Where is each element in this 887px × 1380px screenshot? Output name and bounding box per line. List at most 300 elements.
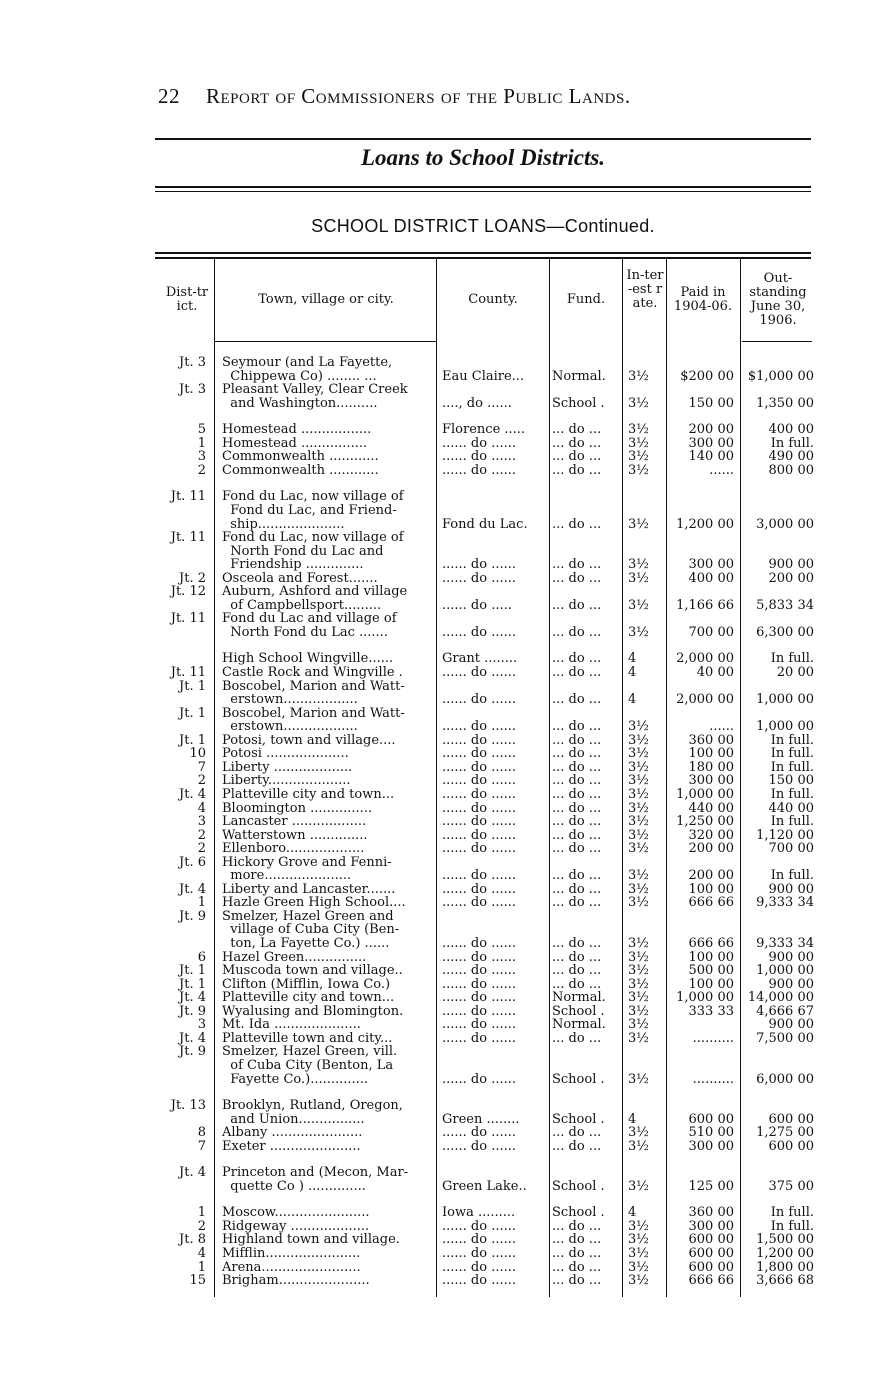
outstanding-cell: 6,000 00 (756, 1071, 814, 1087)
district-cell: Jt. 8 (179, 1232, 206, 1248)
paid-cell: 100 00 (688, 881, 734, 897)
county-cell: ...... do ...... (442, 1246, 517, 1261)
rate-cell: 3½ (628, 1246, 649, 1261)
rate-cell: 3½ (628, 422, 649, 438)
district-cell: Jt. 1 (179, 732, 206, 748)
fund-cell: ... do ... (552, 422, 602, 438)
county-cell: ...., do ...... (442, 395, 512, 411)
district-cell: Jt. 4 (179, 1165, 206, 1181)
paid-cell: ...... (709, 719, 734, 735)
rate-cell: 3½ (628, 936, 649, 951)
outstanding-cell: 7,500 00 (756, 1030, 814, 1046)
rate-cell: 3½ (628, 462, 649, 478)
fund-cell: ... do ... (552, 759, 602, 775)
district-cell: Jt. 11 (170, 489, 206, 505)
town-cell: Commonwealth ............ (222, 449, 379, 465)
outstanding-cell: 1,000 00 (756, 963, 814, 979)
county-cell: Green ........ (442, 1111, 520, 1127)
district-cell: 4 (197, 800, 206, 816)
rate-cell: 3½ (628, 1218, 649, 1234)
rate-cell: 3½ (628, 719, 649, 735)
town-cell: Hazle Green High School.... (222, 895, 406, 911)
district-cell: Jt. 3 (179, 355, 206, 370)
district-cell: Jt. 1 (179, 963, 206, 979)
town-cell: High School Wingville...... (222, 651, 394, 667)
section-title: Loans to School Districts. (360, 145, 606, 170)
town-cell: Liberty ................... (222, 759, 353, 775)
rate-cell: 3½ (628, 976, 649, 992)
town-cell: Ellenboro................... (222, 841, 365, 857)
county-cell: ...... do ...... (442, 1273, 517, 1289)
col-header-district-text: Dist-trict. (165, 285, 209, 314)
town-cell: village of Cuba City (Ben- (222, 922, 400, 938)
outstanding-cell: 700 00 (768, 841, 814, 857)
outstanding-cell: 440 00 (768, 800, 814, 816)
col-divider (214, 259, 215, 1297)
county-cell: ...... do ...... (442, 1125, 517, 1141)
paid-cell: 1,200 00 (676, 516, 734, 532)
rate-cell: 3½ (628, 368, 649, 384)
fund-cell: ... do ... (552, 449, 602, 465)
paid-cell: 500 00 (688, 963, 734, 979)
outstanding-cell: 490 00 (768, 449, 814, 465)
outstanding-cell: 600 00 (768, 1111, 814, 1127)
district-cell: 7 (197, 759, 206, 775)
rate-cell: 3½ (628, 395, 649, 411)
rate-cell: 3½ (628, 449, 649, 465)
district-cell: Jt. 9 (179, 1044, 206, 1060)
rate-cell: 4 (628, 651, 637, 667)
town-cell: Seymour (and La Fayette, (222, 355, 393, 370)
fund-cell: ... do ... (552, 1218, 602, 1234)
paid-cell: 180 00 (688, 759, 734, 775)
table-title: SCHOOL DISTRICT LOANS—Continued. (311, 216, 655, 236)
paid-cell: 440 00 (688, 800, 734, 816)
county-cell: ...... do ...... (442, 570, 517, 586)
rate-cell: 4 (628, 665, 637, 680)
fund-cell: ... do ... (552, 773, 602, 789)
paid-cell: 600 00 (688, 1232, 734, 1248)
outstanding-cell: 9,333 34 (756, 936, 814, 951)
rate-cell: 3½ (628, 949, 649, 965)
district-cell: 1 (197, 1205, 206, 1221)
county-cell: Green Lake.. (442, 1178, 527, 1194)
county-cell: ...... do ...... (442, 759, 517, 775)
paid-cell: 360 00 (688, 732, 734, 748)
paid-cell: $200 00 (680, 368, 734, 384)
paid-cell: 140 00 (688, 449, 734, 465)
town-cell: Platteville city and town... (222, 990, 395, 1006)
paid-cell: ...... (709, 462, 734, 478)
fund-cell: ... do ... (552, 963, 602, 979)
rate-cell: 3½ (628, 1125, 649, 1141)
fund-cell: ... do ... (552, 1246, 602, 1261)
paid-cell: 700 00 (688, 624, 734, 640)
fund-cell: ... do ... (552, 895, 602, 911)
rate-cell: 3½ (628, 841, 649, 857)
outstanding-cell: 900 00 (768, 976, 814, 992)
town-cell: Castle Rock and Wingville . (222, 665, 403, 680)
paid-cell: 666 66 (688, 895, 734, 911)
town-cell: Hickory Grove and Fenni- (222, 854, 392, 870)
header-underline (214, 341, 436, 342)
district-cell: 10 (189, 746, 206, 762)
fund-cell: ... do ... (552, 868, 602, 884)
county-cell: ...... do ...... (442, 936, 517, 951)
fund-cell: ... do ... (552, 435, 602, 451)
town-cell: Osceola and Forest....... (222, 570, 378, 586)
paid-cell: 666 66 (688, 1273, 734, 1289)
district-cell: Jt. 9 (179, 1003, 206, 1019)
col-header-town: Town, village or city. (258, 292, 394, 307)
outstanding-cell: 150 00 (768, 773, 814, 789)
rate-cell: 3½ (628, 746, 649, 762)
paid-cell: 333 33 (688, 1003, 734, 1019)
fund-cell: ... do ... (552, 949, 602, 965)
rate-cell: 3½ (628, 1232, 649, 1248)
rate-cell: 4 (628, 1205, 637, 1221)
rate-cell: 3½ (628, 1138, 649, 1154)
county-cell: ...... do ...... (442, 1071, 517, 1087)
county-cell: ...... do ...... (442, 665, 517, 680)
county-cell: ...... do ...... (442, 435, 517, 451)
outstanding-cell: 900 00 (768, 1017, 814, 1033)
county-cell: ...... do ..... (442, 597, 512, 613)
town-cell: Lancaster .................. (222, 814, 367, 830)
outstanding-cell: 1,350 00 (756, 395, 814, 411)
district-cell: Jt. 1 (179, 678, 206, 694)
outstanding-cell: In full. (770, 732, 814, 748)
fund-cell: School . (552, 1205, 605, 1221)
town-cell: of Campbellsport......... (222, 597, 382, 613)
paid-cell: 1,250 00 (676, 814, 734, 830)
rate-cell: 3½ (628, 1030, 649, 1046)
town-cell: Mifflin....................... (222, 1246, 361, 1261)
fund-cell: ... do ... (552, 624, 602, 640)
rate-cell: 3½ (628, 597, 649, 613)
fund-cell: ... do ... (552, 1259, 602, 1275)
rate-cell: 3½ (628, 800, 649, 816)
district-cell: 3 (197, 814, 206, 830)
rate-cell: 3½ (628, 1017, 649, 1033)
paid-cell: 200 00 (688, 841, 734, 857)
rate-cell: 3½ (628, 773, 649, 789)
county-cell: ...... do ...... (442, 719, 517, 735)
county-cell: ...... do ...... (442, 990, 517, 1006)
district-cell: 8 (197, 1125, 206, 1141)
paid-cell: 600 00 (688, 1259, 734, 1275)
fund-cell: ... do ... (552, 814, 602, 830)
paid-cell: 100 00 (688, 949, 734, 965)
outstanding-cell: In full. (770, 651, 814, 667)
fund-cell: School . (552, 1003, 605, 1019)
district-cell: 1 (197, 435, 206, 451)
county-cell: ...... do ...... (442, 449, 517, 465)
county-cell: Fond du Lac. (442, 516, 528, 532)
district-cell: Jt. 4 (179, 1030, 206, 1046)
county-cell: ...... do ...... (442, 1003, 517, 1019)
town-cell: Fond du Lac, now village of (222, 489, 404, 505)
district-cell: Jt. 11 (170, 611, 206, 627)
district-cell: 3 (197, 449, 206, 465)
district-cell: 2 (197, 462, 206, 478)
county-cell: ...... do ...... (442, 868, 517, 884)
outstanding-cell: 1,000 00 (756, 719, 814, 735)
outstanding-cell: In full. (770, 814, 814, 830)
rate-cell: 3½ (628, 963, 649, 979)
fund-cell: ... do ... (552, 651, 602, 667)
col-header-rate: In-ter-est rate. (626, 268, 664, 311)
town-cell: Homestead ................. (222, 422, 372, 438)
county-cell: ...... do ...... (442, 746, 517, 762)
outstanding-cell: 1,275 00 (756, 1125, 814, 1141)
running-title: Report of Commissioners of the Public Lands. (206, 84, 631, 108)
paid-cell: 150 00 (688, 395, 734, 411)
outstanding-cell: In full. (770, 786, 814, 802)
paid-cell: 100 00 (688, 746, 734, 762)
town-cell: quette Co ) .............. (222, 1178, 366, 1194)
rate-cell: 3½ (628, 732, 649, 748)
town-cell: Potosi, town and village.... (222, 732, 396, 748)
col-header-district (160, 286, 212, 314)
county-cell: ...... do ...... (442, 827, 517, 843)
county-cell: ...... do ...... (442, 1017, 517, 1033)
col-header-fund: Fund. (566, 292, 606, 307)
district-cell: Jt. 6 (179, 854, 206, 870)
paid-cell: 360 00 (688, 1205, 734, 1221)
fund-cell: School . (552, 395, 605, 411)
outstanding-cell: In full. (770, 1218, 814, 1234)
county-cell: Iowa ......... (442, 1205, 516, 1221)
fund-cell: School . (552, 1071, 605, 1087)
town-cell: erstown.................. (222, 692, 358, 708)
fund-cell: ... do ... (552, 732, 602, 748)
outstanding-cell: $1,000 00 (747, 368, 814, 384)
fund-cell: ... do ... (552, 881, 602, 897)
county-cell: ...... do ...... (442, 732, 517, 748)
fund-cell: ... do ... (552, 1030, 602, 1046)
fund-cell: School . (552, 1178, 605, 1194)
town-cell: Boscobel, Marion and Watt- (222, 678, 405, 694)
rate-cell: 3½ (628, 895, 649, 911)
fund-cell: ... do ... (552, 516, 602, 532)
outstanding-cell: 600 00 (768, 1138, 814, 1154)
outstanding-cell: 14,000 00 (747, 990, 814, 1006)
town-cell: Liberty.................... (222, 773, 351, 789)
town-cell: ship..................... (222, 516, 345, 532)
town-cell: Chippewa Co) ........ ... (222, 368, 377, 384)
county-cell: ...... do ...... (442, 462, 517, 478)
town-cell: Auburn, Ashford and village (222, 584, 408, 600)
paid-cell: 510 00 (688, 1125, 734, 1141)
fund-cell: ... do ... (552, 936, 602, 951)
town-cell: Platteville city and town... (222, 786, 395, 802)
county-cell: ...... do ...... (442, 814, 517, 830)
district-cell: Jt. 11 (170, 530, 206, 546)
paid-cell: 300 00 (688, 435, 734, 451)
county-cell: ...... do ...... (442, 1030, 517, 1046)
paid-cell: 300 00 (688, 557, 734, 573)
town-cell: Wyalusing and Blomington. (222, 1003, 404, 1019)
town-cell: Brigham...................... (222, 1273, 370, 1289)
town-cell: Smelzer, Hazel Green and (222, 908, 394, 924)
town-cell: Liberty and Lancaster....... (222, 881, 396, 897)
town-cell: Smelzer, Hazel Green, vill. (222, 1044, 398, 1060)
district-cell: 2 (197, 773, 206, 789)
fund-cell: ... do ... (552, 827, 602, 843)
county-cell: ...... do ...... (442, 895, 517, 911)
county-cell: ...... do ...... (442, 881, 517, 897)
outstanding-cell: 900 00 (768, 949, 814, 965)
town-cell: Ridgeway ................... (222, 1218, 370, 1234)
town-cell: ton, La Fayette Co.) ...... (222, 936, 390, 951)
fund-cell: ... do ... (552, 570, 602, 586)
county-cell: ...... do ...... (442, 1218, 517, 1234)
outstanding-cell: In full. (770, 746, 814, 762)
district-cell: Jt. 2 (179, 570, 206, 586)
town-cell: Boscobel, Marion and Watt- (222, 705, 405, 721)
district-cell: Jt. 9 (179, 908, 206, 924)
paid-cell: 600 00 (688, 1111, 734, 1127)
town-cell: Highland town and village. (222, 1232, 400, 1248)
district-cell: 1 (197, 895, 206, 911)
rate-cell: 3½ (628, 786, 649, 802)
paid-cell: 1,166 66 (676, 597, 734, 613)
town-cell: and Washington.......... (222, 395, 378, 411)
district-cell: Jt. 13 (170, 1098, 206, 1114)
page-number: 22 (158, 84, 180, 108)
outstanding-cell: 375 00 (768, 1178, 814, 1194)
rate-cell: 3½ (628, 1259, 649, 1275)
county-cell: ...... do ...... (442, 786, 517, 802)
rate-cell: 3½ (628, 1178, 649, 1194)
rate-cell: 4 (628, 1111, 637, 1127)
rate-cell: 3½ (628, 516, 649, 532)
county-cell: ...... do ...... (442, 624, 517, 640)
outstanding-cell: 4,666 67 (756, 1003, 814, 1019)
outstanding-cell: 900 00 (768, 881, 814, 897)
col-divider (622, 259, 623, 1297)
outstanding-cell: 20 00 (776, 665, 814, 680)
district-cell: 5 (197, 422, 206, 438)
town-cell: Brooklyn, Rutland, Oregon, (222, 1098, 403, 1114)
fund-cell: ... do ... (552, 1125, 602, 1141)
rate-cell: 3½ (628, 570, 649, 586)
town-cell: and Union................ (222, 1111, 365, 1127)
county-cell: ...... do ...... (442, 1232, 517, 1248)
paid-cell: 300 00 (688, 773, 734, 789)
outstanding-cell: 400 00 (768, 422, 814, 438)
outstanding-cell: In full. (770, 759, 814, 775)
paid-cell: 300 00 (688, 1138, 734, 1154)
paid-cell: 600 00 (688, 1246, 734, 1261)
outstanding-cell: 1,120 00 (756, 827, 814, 843)
county-cell: Grant ........ (442, 651, 518, 667)
outstanding-cell: 6,300 00 (756, 624, 814, 640)
county-cell: ...... do ...... (442, 1259, 517, 1275)
district-cell: 4 (197, 1246, 206, 1261)
outstanding-cell: 1,200 00 (756, 1246, 814, 1261)
fund-cell: Normal. (552, 990, 606, 1006)
town-cell: Watterstown .............. (222, 827, 368, 843)
outstanding-cell: 3,000 00 (756, 516, 814, 532)
paid-cell: 200 00 (688, 422, 734, 438)
col-divider (436, 259, 437, 1297)
town-cell: Muscoda town and village.. (222, 963, 403, 979)
rate-cell: 3½ (628, 1003, 649, 1019)
fund-cell: ... do ... (552, 597, 602, 613)
county-cell: ...... do ...... (442, 1138, 517, 1154)
town-cell: Mt. Ida ..................... (222, 1017, 361, 1033)
rate-cell: 3½ (628, 814, 649, 830)
town-cell: Hazel Green............... (222, 949, 367, 965)
town-cell: Exeter ...................... (222, 1138, 361, 1154)
town-cell: Fond du Lac, now village of (222, 530, 404, 546)
district-cell: 7 (197, 1138, 206, 1154)
paid-cell: 666 66 (688, 936, 734, 951)
fund-cell: ... do ... (552, 746, 602, 762)
town-cell: Fayette Co.).............. (222, 1071, 369, 1087)
county-cell: ...... do ...... (442, 963, 517, 979)
town-cell: Bloomington ............... (222, 800, 373, 816)
county-cell: ...... do ...... (442, 773, 517, 789)
district-cell: 3 (197, 1017, 206, 1033)
paid-cell: 2,000 00 (676, 692, 734, 708)
town-cell: Friendship .............. (222, 557, 364, 573)
fund-cell: Normal. (552, 1017, 606, 1033)
paid-cell: 300 00 (688, 1218, 734, 1234)
district-cell: Jt. 1 (179, 976, 206, 992)
col-header-outstanding: Out-standing June 30, 1906. (749, 271, 807, 328)
town-cell: erstown.................. (222, 719, 358, 735)
town-cell: Fond du Lac and village of (222, 611, 397, 627)
col-header-paid: Paid in 1904-06. (673, 285, 733, 314)
outstanding-cell: 3,666 68 (756, 1273, 814, 1289)
section-rule (155, 186, 811, 188)
town-cell: Commonwealth ............ (222, 462, 379, 478)
county-cell: ...... do ...... (442, 557, 517, 573)
header-underline (742, 341, 812, 342)
paid-cell: 320 00 (688, 827, 734, 843)
rate-cell: 3½ (628, 624, 649, 640)
table-top-rule-2 (155, 257, 811, 259)
outstanding-cell: 900 00 (768, 557, 814, 573)
col-divider (666, 259, 667, 1297)
district-cell: Jt. 3 (179, 382, 206, 398)
outstanding-cell: 200 00 (768, 570, 814, 586)
outstanding-cell: In full. (770, 868, 814, 884)
district-cell: 2 (197, 827, 206, 843)
district-cell: 15 (189, 1273, 206, 1289)
section-rule-thin (155, 191, 811, 192)
outstanding-cell: 800 00 (768, 462, 814, 478)
fund-cell: School . (552, 1111, 605, 1127)
fund-cell: ... do ... (552, 557, 602, 573)
outstanding-cell: 5,833 34 (756, 597, 814, 613)
district-cell: Jt. 11 (170, 665, 206, 680)
town-cell: Clifton (Mifflin, Iowa Co.) (222, 976, 391, 992)
district-cell: 1 (197, 1259, 206, 1275)
paid-cell: .......... (692, 1071, 734, 1087)
town-cell: North Fond du Lac ....... (222, 624, 388, 640)
paid-cell: .......... (692, 1030, 734, 1046)
col-divider (740, 259, 741, 1297)
district-cell: Jt. 4 (179, 786, 206, 802)
town-cell: Princeton and (Mecon, Mar- (222, 1165, 409, 1181)
rate-cell: 3½ (628, 990, 649, 1006)
town-cell: more..................... (222, 868, 352, 884)
fund-cell: ... do ... (552, 665, 602, 680)
